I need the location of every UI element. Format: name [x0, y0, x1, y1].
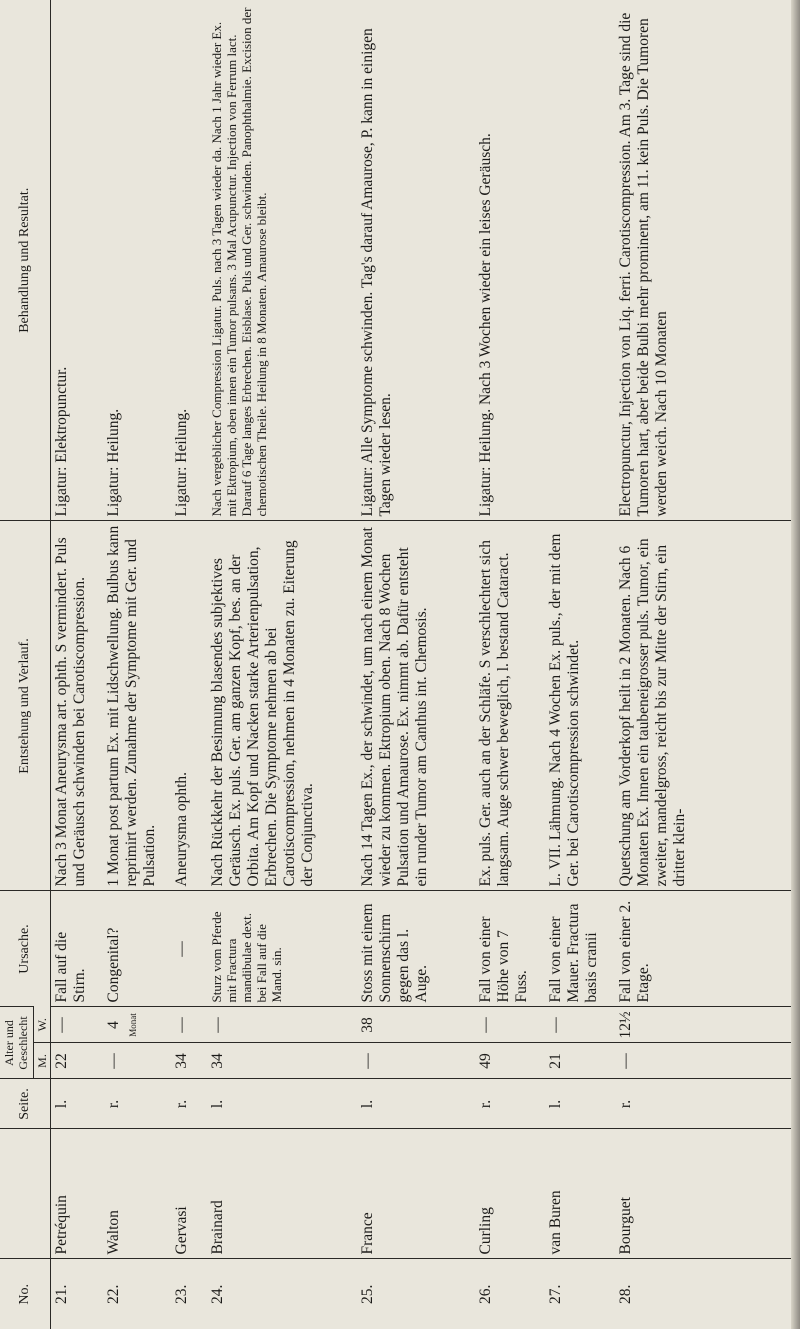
- row-seite: l.: [357, 1079, 475, 1129]
- row-seite: r.: [171, 1079, 207, 1129]
- row-age-w: —: [171, 1007, 207, 1043]
- row-entstehung: Nach 14 Tagen Ex., der schwindet, um nach einem Monat wieder zu kommen. Ektropium oben. Nach 8 Wochen Pulsation und Amaurose. Ex. nimmt ab. Dafür entsteht ein runder Tumor am Canthus int. Chemosis.: [357, 521, 475, 891]
- row-age-m: 34: [171, 1043, 207, 1079]
- header-ursache: Ursache.: [0, 891, 51, 1007]
- age-w-value: 4: [104, 1021, 122, 1029]
- row-age-m: —: [357, 1043, 475, 1079]
- table-row: [207, 0, 357, 1329]
- row-entstehung: L. VII. Lähmung. Nach 4 Wochen Ex. puls., der mit dem Ger. bei Carotiscompression schwindet.: [545, 521, 615, 891]
- header-seite: Seite.: [0, 1079, 51, 1129]
- row-no: 23.: [171, 1259, 207, 1329]
- row-no: 27.: [545, 1259, 615, 1329]
- header-no: No.: [0, 1259, 51, 1329]
- row-seite: l.: [545, 1079, 615, 1129]
- row-name: Petréquin: [51, 1129, 103, 1259]
- row-age-m: 22: [51, 1043, 103, 1079]
- row-entstehung: Aneurysma ophth.: [171, 521, 207, 891]
- row-behandlung: Nach vergeblicher Compression Ligatur. Puls. nach 3 Tagen wieder da. Nach 1 Jahr wieder Ex. mit Ektropium, oben innen ein Tumor pulsans. 3 Mal Acupunctur. Injection von Ferrum lact. Darauf 6 Tage langes Erbrechen. Eisblase. Puls und Ger. schwinden. Panophthalmie. Excision der chemotischen Theile. Heilung in 8 Monaten. Amaurose bleibt.: [208, 7, 270, 517]
- row-name: Curling: [475, 1129, 545, 1259]
- page-edge-shadow: [791, 0, 800, 1329]
- row-behandlung: Ligatur: Elektropunctur.: [53, 366, 70, 517]
- row-behandlung: Ligatur: Heilung. Nach 3 Wochen wieder ein leises Geräusch.: [476, 133, 494, 517]
- row-ursache: Fall von einer Höhe von 7 Fuss.: [475, 891, 545, 1007]
- row-behandlung: [545, 0, 615, 521]
- row-age-m: —: [615, 1043, 800, 1079]
- table-row: [103, 0, 171, 1329]
- header-entstehung: Entstehung und Verlauf.: [0, 521, 51, 891]
- row-no: 26.: [475, 1259, 545, 1329]
- row-behandlung: Electropunctur, Injection von Liq. ferri. Carotiscompression. Am 3. Tage sind die Tumoren hart, aber beide Bulbi mehr prominent, am 11. kein Puls. Die Tumoren werden weich. Nach 10 Monaten: [616, 12, 670, 517]
- row-name: Gervasi: [171, 1129, 207, 1259]
- table-row: [357, 0, 475, 1329]
- header-behandlung: Behandlung und Resultat.: [0, 0, 51, 521]
- age-w-unit: Monat: [127, 1013, 138, 1037]
- row-seite: r.: [475, 1079, 545, 1129]
- row-ursache: Fall von einer 2. Etage.: [615, 891, 800, 1007]
- row-behandlung: Ligatur: Heilung.: [104, 408, 122, 517]
- row-age-w: —: [51, 1007, 103, 1043]
- row-name: France: [357, 1129, 475, 1259]
- table-row: [545, 0, 615, 1329]
- row-ursache: Congenital?: [103, 891, 171, 1007]
- row-age-w: 38: [357, 1007, 475, 1043]
- row-age-m: 34: [207, 1043, 357, 1079]
- row-no: 25.: [357, 1259, 475, 1329]
- row-ursache: Stoss mit einem Sonnenschirm gegen das l. Auge.: [357, 891, 475, 1007]
- row-seite: l.: [51, 1079, 103, 1129]
- row-age-w: —: [475, 1007, 545, 1043]
- row-name: Bourguet: [615, 1129, 800, 1259]
- row-name: Walton: [103, 1129, 171, 1259]
- row-name: van Buren: [545, 1129, 615, 1259]
- row-no: 24.: [207, 1259, 357, 1329]
- header-name: [0, 1129, 51, 1259]
- row-ursache: —: [171, 891, 207, 1007]
- row-age-m: 21: [545, 1043, 615, 1079]
- row-entstehung: Ex. puls. Ger. auch an der Schläfe. S verschlechtert sich langsam. Auge schwer beweglich, l. bestand Cataract.: [475, 521, 545, 891]
- row-entstehung: Quetschung am Vorderkopf heilt in 2 Monaten. Nach 6 Monaten Ex. Innen ein taubeneigrosser puls. Tumor, ein zweiter, mandelgross, reicht bis zur Mitte der Stirn, ein dritter klein-: [615, 521, 800, 891]
- row-ursache: Fall auf die Stirn.: [51, 891, 103, 1007]
- row-no: 28.: [615, 1259, 800, 1329]
- row-entstehung: Nach 3 Monat Aneurysma art. ophth. S vermindert. Puls und Geräusch schwinden bei Carotiscompression.: [51, 521, 103, 891]
- row-entstehung: Nach Rückkehr der Besinnung blasendes subjektives Geräusch. Ex. puls. Ger. am ganzen Kopf, bes. an der Orbita. Am Kopf und Nacken starke Arterienpulsation, Erbrechen. Die Symptome nehmen ab bei Carotiscompression, nehmen in 4 Monaten zu. Eiterung der Conjunctiva.: [207, 521, 357, 891]
- table-row: [171, 0, 207, 1329]
- row-seite: l.: [207, 1079, 357, 1129]
- row-seite: r.: [615, 1079, 800, 1129]
- row-no: 21.: [51, 1259, 103, 1329]
- row-age-w: [103, 1007, 171, 1043]
- row-behandlung: Ligatur: Alle Symptome schwinden. Tag's darauf Amaurose, P. kann in einigen Tagen wieder lesen.: [358, 28, 394, 517]
- header-w: W.: [33, 1007, 50, 1043]
- row-seite: r.: [103, 1079, 171, 1129]
- row-no: 22.: [103, 1259, 171, 1329]
- row-entstehung: 1 Monat post partum Ex. mit Lidschwellung. Bulbus kann reprimirt werden. Zunahme der Symptome mit Ger. und Pulsation.: [103, 521, 171, 891]
- row-age-m: —: [103, 1043, 171, 1079]
- table-row: [475, 0, 545, 1329]
- table-row: [51, 0, 103, 1329]
- row-behandlung: Ligatur: Heilung.: [172, 408, 190, 517]
- row-age-m: 49: [475, 1043, 545, 1079]
- row-age-w: —: [207, 1007, 357, 1043]
- header-alter: Alter und Geschlecht: [0, 1007, 33, 1079]
- header-m: M.: [33, 1043, 50, 1079]
- row-ursache: Fall von einer Mauer. Fractura basis cranii: [545, 891, 615, 1007]
- row-name: Brainard: [207, 1129, 357, 1259]
- row-age-w: —: [545, 1007, 615, 1043]
- row-ursache: Sturz vom Pferde mit Fractura mandibulae dext. bei Fall auf die Mand. sin.: [207, 891, 357, 1007]
- table-row: [615, 0, 800, 1329]
- row-age-w: 12½: [615, 1007, 800, 1043]
